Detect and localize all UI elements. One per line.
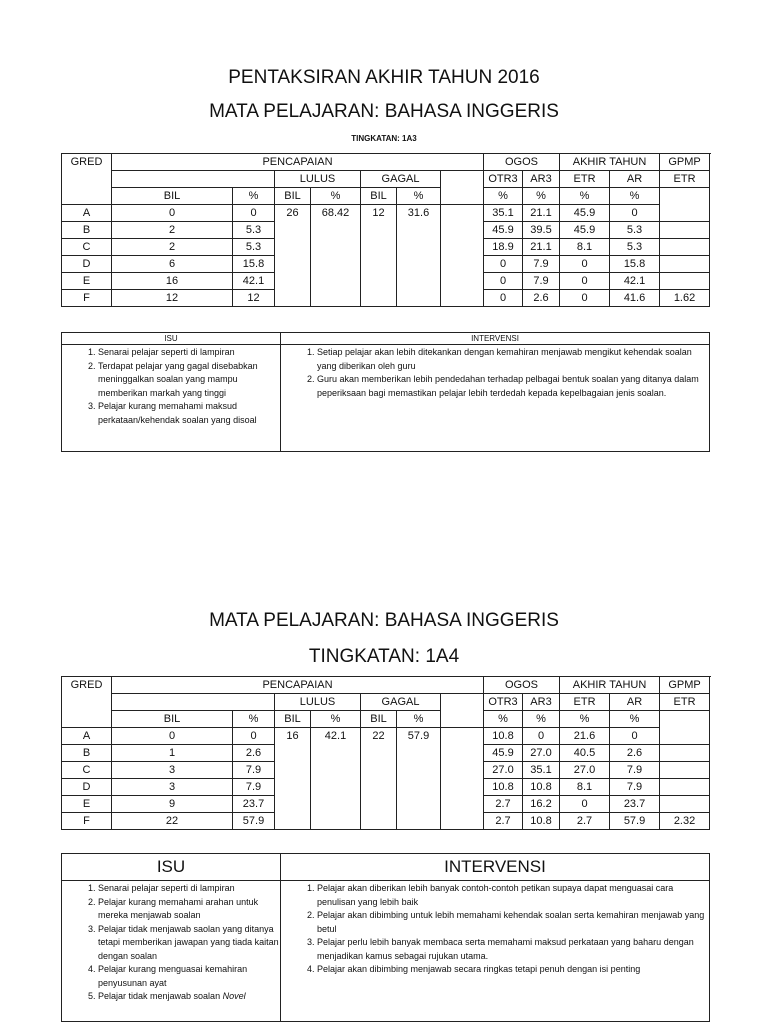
etr-header: ETR — [560, 694, 610, 711]
otr3-cell: 0 — [484, 273, 523, 290]
gagal-bil-cell: 12 — [361, 205, 397, 307]
ar-cell: 2.6 — [610, 745, 660, 762]
gagal-header: GAGAL — [361, 171, 441, 188]
etr-cell: 2.7 — [560, 813, 610, 830]
ar3-header: AR3 — [523, 694, 560, 711]
ar-cell: 42.1 — [610, 273, 660, 290]
lulus-header: LULUS — [275, 171, 361, 188]
pct-cell: 15.8 — [233, 256, 275, 273]
ar3-pct-header: % — [523, 188, 560, 205]
bil-cell: 2 — [112, 239, 233, 256]
list-item: 3. Pelajar kurang memahami maksud perkataan/kehendak soalan yang disoal — [98, 400, 280, 427]
list-item: 2. Pelajar kurang memahami arahan untuk mereka menjawab soalan — [98, 896, 280, 923]
gred-cell: F — [62, 290, 112, 307]
ar3-cell: 21.1 — [523, 205, 560, 222]
gagal-pct-header: % — [397, 711, 441, 728]
lulus-header: LULUS — [275, 694, 361, 711]
pct-cell: 7.9 — [233, 762, 275, 779]
report-title: PENTAKSIRAN AKHIR TAHUN 2016 — [228, 67, 540, 88]
ogos-header: OGOS — [484, 677, 560, 694]
lulus-pct-header: % — [311, 711, 361, 728]
subject-title-1: MATA PELAJARAN: BAHASA INGGERIS — [209, 101, 559, 122]
list-item: 4. Pelajar akan dibimbing menjawab secara ringkas tetapi penuh dengan isi penting — [317, 963, 709, 977]
ar3-cell: 27.0 — [523, 745, 560, 762]
pct-cell: 42.1 — [233, 273, 275, 290]
lulus-bil-header: BIL — [275, 188, 311, 205]
pct-cell: 7.9 — [233, 779, 275, 796]
ar-header: AR — [610, 171, 660, 188]
list-item: 3. Pelajar perlu lebih banyak membaca serta memahami maksud perkataan yang baharu dengan menjadikan kamus sebagai rujukan utama. — [317, 936, 709, 963]
otr3-cell: 45.9 — [484, 222, 523, 239]
gpmp-etr-header: ETR — [660, 694, 710, 711]
otr3-header: OTR3 — [484, 694, 523, 711]
gred-cell: C — [62, 762, 112, 779]
class-title-1: TINGKATAN: 1A3 — [351, 134, 417, 143]
gred-cell: D — [62, 256, 112, 273]
pct-cell: 5.3 — [233, 239, 275, 256]
gred-cell: C — [62, 239, 112, 256]
lulus-bil-cell: 16 — [275, 728, 311, 830]
class-title-2: TINGKATAN: 1A4 — [308, 646, 460, 667]
bil-cell: 22 — [112, 813, 233, 830]
etr-cell: 45.9 — [560, 205, 610, 222]
intervensi-header: INTERVENSI — [281, 854, 710, 881]
etr-pct-header: % — [560, 711, 610, 728]
list-item: 1. Pelajar akan diberikan lebih banyak contoh-contoh petikan supaya dapat menguasai cara penulisan yang lebih baik — [317, 882, 709, 909]
list-item: 4. Pelajar kurang menguasai kemahiran penyusunan ayat — [98, 963, 280, 990]
otr3-cell: 10.8 — [484, 779, 523, 796]
pct-cell: 5.3 — [233, 222, 275, 239]
pct-cell: 0 — [233, 205, 275, 222]
ar-cell: 0 — [610, 728, 660, 745]
table-row — [62, 205, 710, 222]
otr3-header: OTR3 — [484, 171, 523, 188]
ar3-cell: 0 — [523, 728, 560, 745]
ar-header: AR — [610, 694, 660, 711]
isu-table-1 — [61, 332, 710, 452]
pct-cell: 23.7 — [233, 796, 275, 813]
otr3-pct-header: % — [484, 711, 523, 728]
ar3-header: AR3 — [523, 171, 560, 188]
ar-cell: 0 — [610, 205, 660, 222]
gagal-header: GAGAL — [361, 694, 441, 711]
list-item: 2. Guru akan memberikan lebih pendedahan terhadap pelbagai bentuk soalan yang ditanya dalam peperiksaan bagi memastikan pelajar lebih terdedah kepada kepelbagaian jenis soalan. — [317, 373, 709, 400]
list-item: 1. Setiap pelajar akan lebih ditekankan dengan kemahiran menjawab mengikut kehendak soalan yang diberikan oleh guru — [317, 346, 709, 373]
gagal-bil-header: BIL — [361, 188, 397, 205]
bil-cell: 0 — [112, 205, 233, 222]
otr3-cell: 0 — [484, 256, 523, 273]
gred-cell: A — [62, 205, 112, 222]
grade-table-2 — [61, 676, 710, 830]
lulus-pct-header: % — [311, 188, 361, 205]
ar3-cell: 16.2 — [523, 796, 560, 813]
ar-cell: 5.3 — [610, 239, 660, 256]
lulus-bil-cell: 26 — [275, 205, 311, 307]
gred-cell: D — [62, 779, 112, 796]
list-item: 2. Pelajar akan dibimbing untuk lebih memahami kehendak soalan serta kemahiran menjawab yang betul — [317, 909, 709, 936]
bil-cell: 9 — [112, 796, 233, 813]
gagal-bil-cell: 22 — [361, 728, 397, 830]
otr3-cell: 27.0 — [484, 762, 523, 779]
list-item: 1. Senarai pelajar seperti di lampiran — [98, 346, 280, 360]
etr-cell: 0 — [560, 290, 610, 307]
gpmp-etr-header: ETR — [660, 171, 710, 188]
bil-cell: 3 — [112, 762, 233, 779]
bil-cell: 0 — [112, 728, 233, 745]
ar3-cell: 10.8 — [523, 813, 560, 830]
etr-header: ETR — [560, 171, 610, 188]
ar3-cell: 2.6 — [523, 290, 560, 307]
ar3-cell: 7.9 — [523, 273, 560, 290]
etr-cell: 8.1 — [560, 779, 610, 796]
ar-cell: 23.7 — [610, 796, 660, 813]
otr3-cell: 2.7 — [484, 813, 523, 830]
otr3-cell: 2.7 — [484, 796, 523, 813]
otr3-cell: 18.9 — [484, 239, 523, 256]
table-row — [62, 728, 710, 745]
bil-cell: 16 — [112, 273, 233, 290]
gred-cell: F — [62, 813, 112, 830]
gred-cell: E — [62, 796, 112, 813]
bil-cell: 2 — [112, 222, 233, 239]
ar3-pct-header: % — [523, 711, 560, 728]
intervensi-header: INTERVENSI — [281, 333, 710, 345]
gred-header: GRED — [62, 154, 112, 205]
etr-cell: 45.9 — [560, 222, 610, 239]
pencapaian-header: PENCAPAIAN — [112, 677, 484, 694]
etr-cell: 21.6 — [560, 728, 610, 745]
lulus-bil-header: BIL — [275, 711, 311, 728]
bil-cell: 6 — [112, 256, 233, 273]
etr-cell: 40.5 — [560, 745, 610, 762]
bil-header: BIL — [112, 711, 233, 728]
gred-header: GRED — [62, 677, 112, 728]
akhir-tahun-header: AKHIR TAHUN — [560, 154, 660, 171]
ar3-cell: 10.8 — [523, 779, 560, 796]
ar-pct-header: % — [610, 188, 660, 205]
ar3-cell: 39.5 — [523, 222, 560, 239]
list-item-text: Pelajar tidak menjawab soalan — [98, 991, 223, 1001]
otr3-cell: 35.1 — [484, 205, 523, 222]
novel-text: Novel — [222, 991, 246, 1001]
subject-title-2: MATA PELAJARAN: BAHASA INGGERIS — [209, 610, 559, 631]
etr-cell: 8.1 — [560, 239, 610, 256]
otr3-cell: 45.9 — [484, 745, 523, 762]
gpmp-etr-cell: 1.62 — [660, 290, 710, 307]
ar-cell: 5.3 — [610, 222, 660, 239]
grade-table-1 — [61, 153, 710, 307]
gagal-pct-cell: 31.6 — [397, 205, 441, 307]
ar-cell: 57.9 — [610, 813, 660, 830]
gred-cell: B — [62, 745, 112, 762]
ar-cell: 41.6 — [610, 290, 660, 307]
etr-cell: 0 — [560, 273, 610, 290]
pct-cell: 57.9 — [233, 813, 275, 830]
lulus-pct-cell: 42.1 — [311, 728, 361, 830]
etr-pct-header: % — [560, 188, 610, 205]
list-item: 1. Senarai pelajar seperti di lampiran — [98, 882, 280, 896]
ar3-cell: 35.1 — [523, 762, 560, 779]
bil-cell: 12 — [112, 290, 233, 307]
pencapaian-header: PENCAPAIAN — [112, 154, 484, 171]
gpmp-header: GPMP — [660, 677, 710, 694]
list-item: 3. Pelajar tidak menjawab saolan yang ditanya tetapi memberikan jawapan yang tiada kaitan dengan soalan — [98, 923, 280, 964]
pct-cell: 12 — [233, 290, 275, 307]
bil-cell: 1 — [112, 745, 233, 762]
isu-header: ISU — [62, 333, 281, 345]
gpmp-etr-cell: 2.32 — [660, 813, 710, 830]
isu-table-2 — [61, 853, 710, 1022]
ogos-header: OGOS — [484, 154, 560, 171]
gred-cell: B — [62, 222, 112, 239]
ar-cell: 7.9 — [610, 762, 660, 779]
otr3-pct-header: % — [484, 188, 523, 205]
gred-cell: A — [62, 728, 112, 745]
gagal-pct-header: % — [397, 188, 441, 205]
bil-cell: 3 — [112, 779, 233, 796]
etr-cell: 0 — [560, 796, 610, 813]
otr3-cell: 0 — [484, 290, 523, 307]
ar-pct-header: % — [610, 711, 660, 728]
list-item: 2. Terdapat pelajar yang gagal disebabkan meninggalkan soalan yang mampu memberikan markah yang tinggi — [98, 360, 280, 401]
ar-cell: 7.9 — [610, 779, 660, 796]
ar3-cell: 7.9 — [523, 256, 560, 273]
pct-cell: 0 — [233, 728, 275, 745]
gred-cell: E — [62, 273, 112, 290]
gpmp-header: GPMP — [660, 154, 710, 171]
lulus-pct-cell: 68.42 — [311, 205, 361, 307]
isu-header: ISU — [62, 854, 281, 881]
ar-cell: 15.8 — [610, 256, 660, 273]
pct-header: % — [233, 188, 275, 205]
akhir-tahun-header: AKHIR TAHUN — [560, 677, 660, 694]
pct-cell: 2.6 — [233, 745, 275, 762]
gagal-bil-header: BIL — [361, 711, 397, 728]
etr-cell: 0 — [560, 256, 610, 273]
otr3-cell: 10.8 — [484, 728, 523, 745]
list-item — [98, 990, 280, 1004]
pct-header: % — [233, 711, 275, 728]
etr-cell: 27.0 — [560, 762, 610, 779]
bil-header: BIL — [112, 188, 233, 205]
gagal-pct-cell: 57.9 — [397, 728, 441, 830]
ar3-cell: 21.1 — [523, 239, 560, 256]
